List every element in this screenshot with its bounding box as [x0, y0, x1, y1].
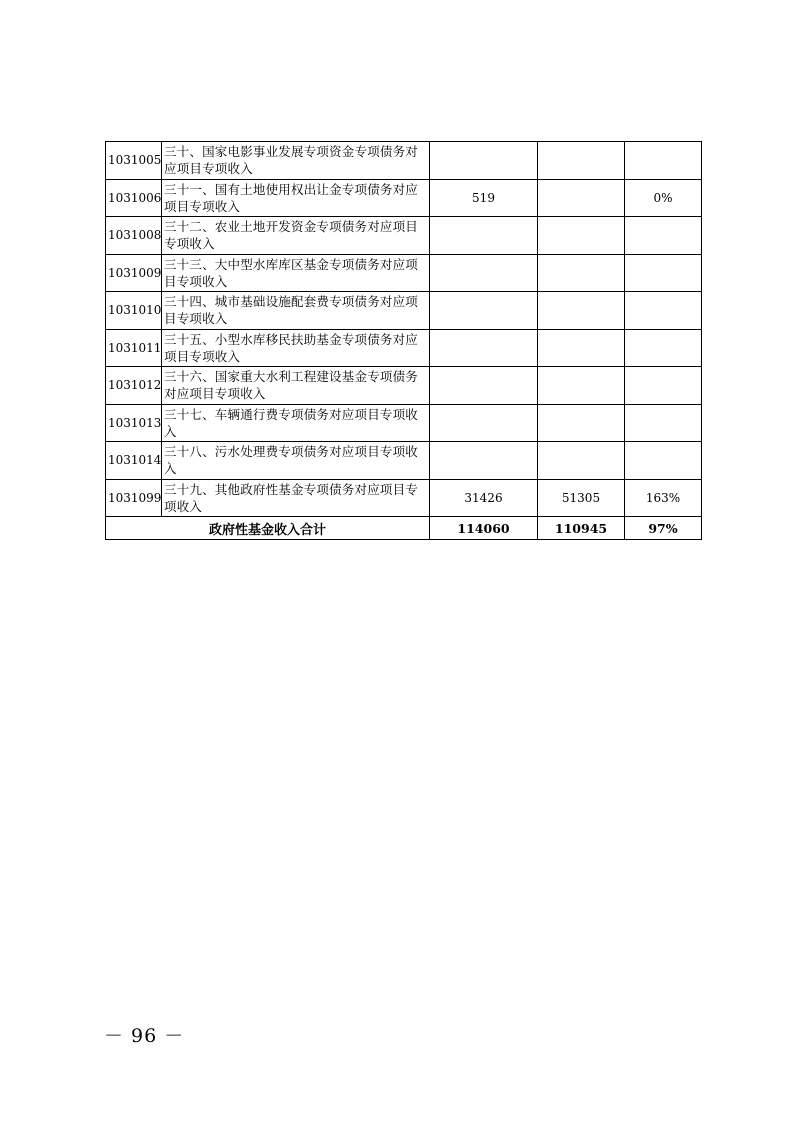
row-name-cell: 三十二、农业土地开发资金专项债务对应项目专项收入 [162, 217, 430, 255]
revenue-table [105, 141, 702, 540]
row-code-cell: 1031005 [106, 142, 162, 180]
row-name-cell: 三十一、国有土地使用权出让金专项债务对应项目专项收入 [162, 179, 430, 217]
row-value-cell-1: 31426 [430, 479, 538, 517]
row-value-cell-3 [625, 142, 702, 180]
row-name-cell: 三十七、车辆通行费专项债务对应项目专项收入 [162, 404, 430, 442]
table-row [106, 329, 702, 367]
row-value-cell-3 [625, 367, 702, 405]
row-value-cell-1 [430, 254, 538, 292]
row-value-cell-3: 0% [625, 179, 702, 217]
total-value-cell-2: 110945 [538, 517, 625, 540]
row-code-cell: 1031013 [106, 404, 162, 442]
table-row [106, 179, 702, 217]
row-value-cell-2 [538, 254, 625, 292]
row-code-cell: 1031009 [106, 254, 162, 292]
row-value-cell-3 [625, 329, 702, 367]
row-value-cell-2 [538, 329, 625, 367]
row-name-cell: 三十三、大中型水库库区基金专项债务对应项目专项收入 [162, 254, 430, 292]
row-code-cell: 1031014 [106, 442, 162, 480]
table-row [106, 142, 702, 180]
table-body [106, 142, 702, 540]
row-value-cell-1 [430, 404, 538, 442]
row-code-cell: 1031008 [106, 217, 162, 255]
row-code-cell: 1031012 [106, 367, 162, 405]
row-value-cell-3 [625, 254, 702, 292]
page-number: － 96 － [104, 1025, 185, 1047]
row-value-cell-2 [538, 142, 625, 180]
table-row [106, 367, 702, 405]
total-row [106, 517, 702, 540]
row-value-cell-2 [538, 217, 625, 255]
row-code-cell: 1031011 [106, 329, 162, 367]
row-value-cell-1: 519 [430, 179, 538, 217]
table-row [106, 254, 702, 292]
row-name-cell: 三十九、其他政府性基金专项债务对应项目专项收入 [162, 479, 430, 517]
table-row [106, 479, 702, 517]
row-value-cell-2 [538, 404, 625, 442]
row-name-cell: 三十、国家电影事业发展专项资金专项债务对应项目专项收入 [162, 142, 430, 180]
row-value-cell-3 [625, 442, 702, 480]
row-value-cell-1 [430, 292, 538, 330]
row-value-cell-3 [625, 217, 702, 255]
row-value-cell-3 [625, 404, 702, 442]
row-code-cell: 1031010 [106, 292, 162, 330]
row-value-cell-2 [538, 442, 625, 480]
row-name-cell: 三十五、小型水库移民扶助基金专项债务对应项目专项收入 [162, 329, 430, 367]
row-value-cell-1 [430, 142, 538, 180]
row-value-cell-1 [430, 329, 538, 367]
total-value-cell-1: 114060 [430, 517, 538, 540]
row-value-cell-1 [430, 217, 538, 255]
table-row [106, 292, 702, 330]
row-value-cell-3: 163% [625, 479, 702, 517]
row-value-cell-2 [538, 292, 625, 330]
row-code-cell: 1031099 [106, 479, 162, 517]
row-value-cell-1 [430, 367, 538, 405]
row-value-cell-2: 51305 [538, 479, 625, 517]
table-row [106, 404, 702, 442]
table-row [106, 442, 702, 480]
row-name-cell: 三十八、污水处理费专项债务对应项目专项收入 [162, 442, 430, 480]
row-value-cell-2 [538, 179, 625, 217]
row-name-cell: 三十四、城市基础设施配套费专项债务对应项目专项收入 [162, 292, 430, 330]
row-value-cell-1 [430, 442, 538, 480]
row-code-cell: 1031006 [106, 179, 162, 217]
total-label: 政府性基金收入合计 [106, 517, 430, 540]
row-name-cell: 三十六、国家重大水利工程建设基金专项债务对应项目专项收入 [162, 367, 430, 405]
row-value-cell-2 [538, 367, 625, 405]
table-row [106, 217, 702, 255]
total-value-cell-3: 97% [625, 517, 702, 540]
row-value-cell-3 [625, 292, 702, 330]
